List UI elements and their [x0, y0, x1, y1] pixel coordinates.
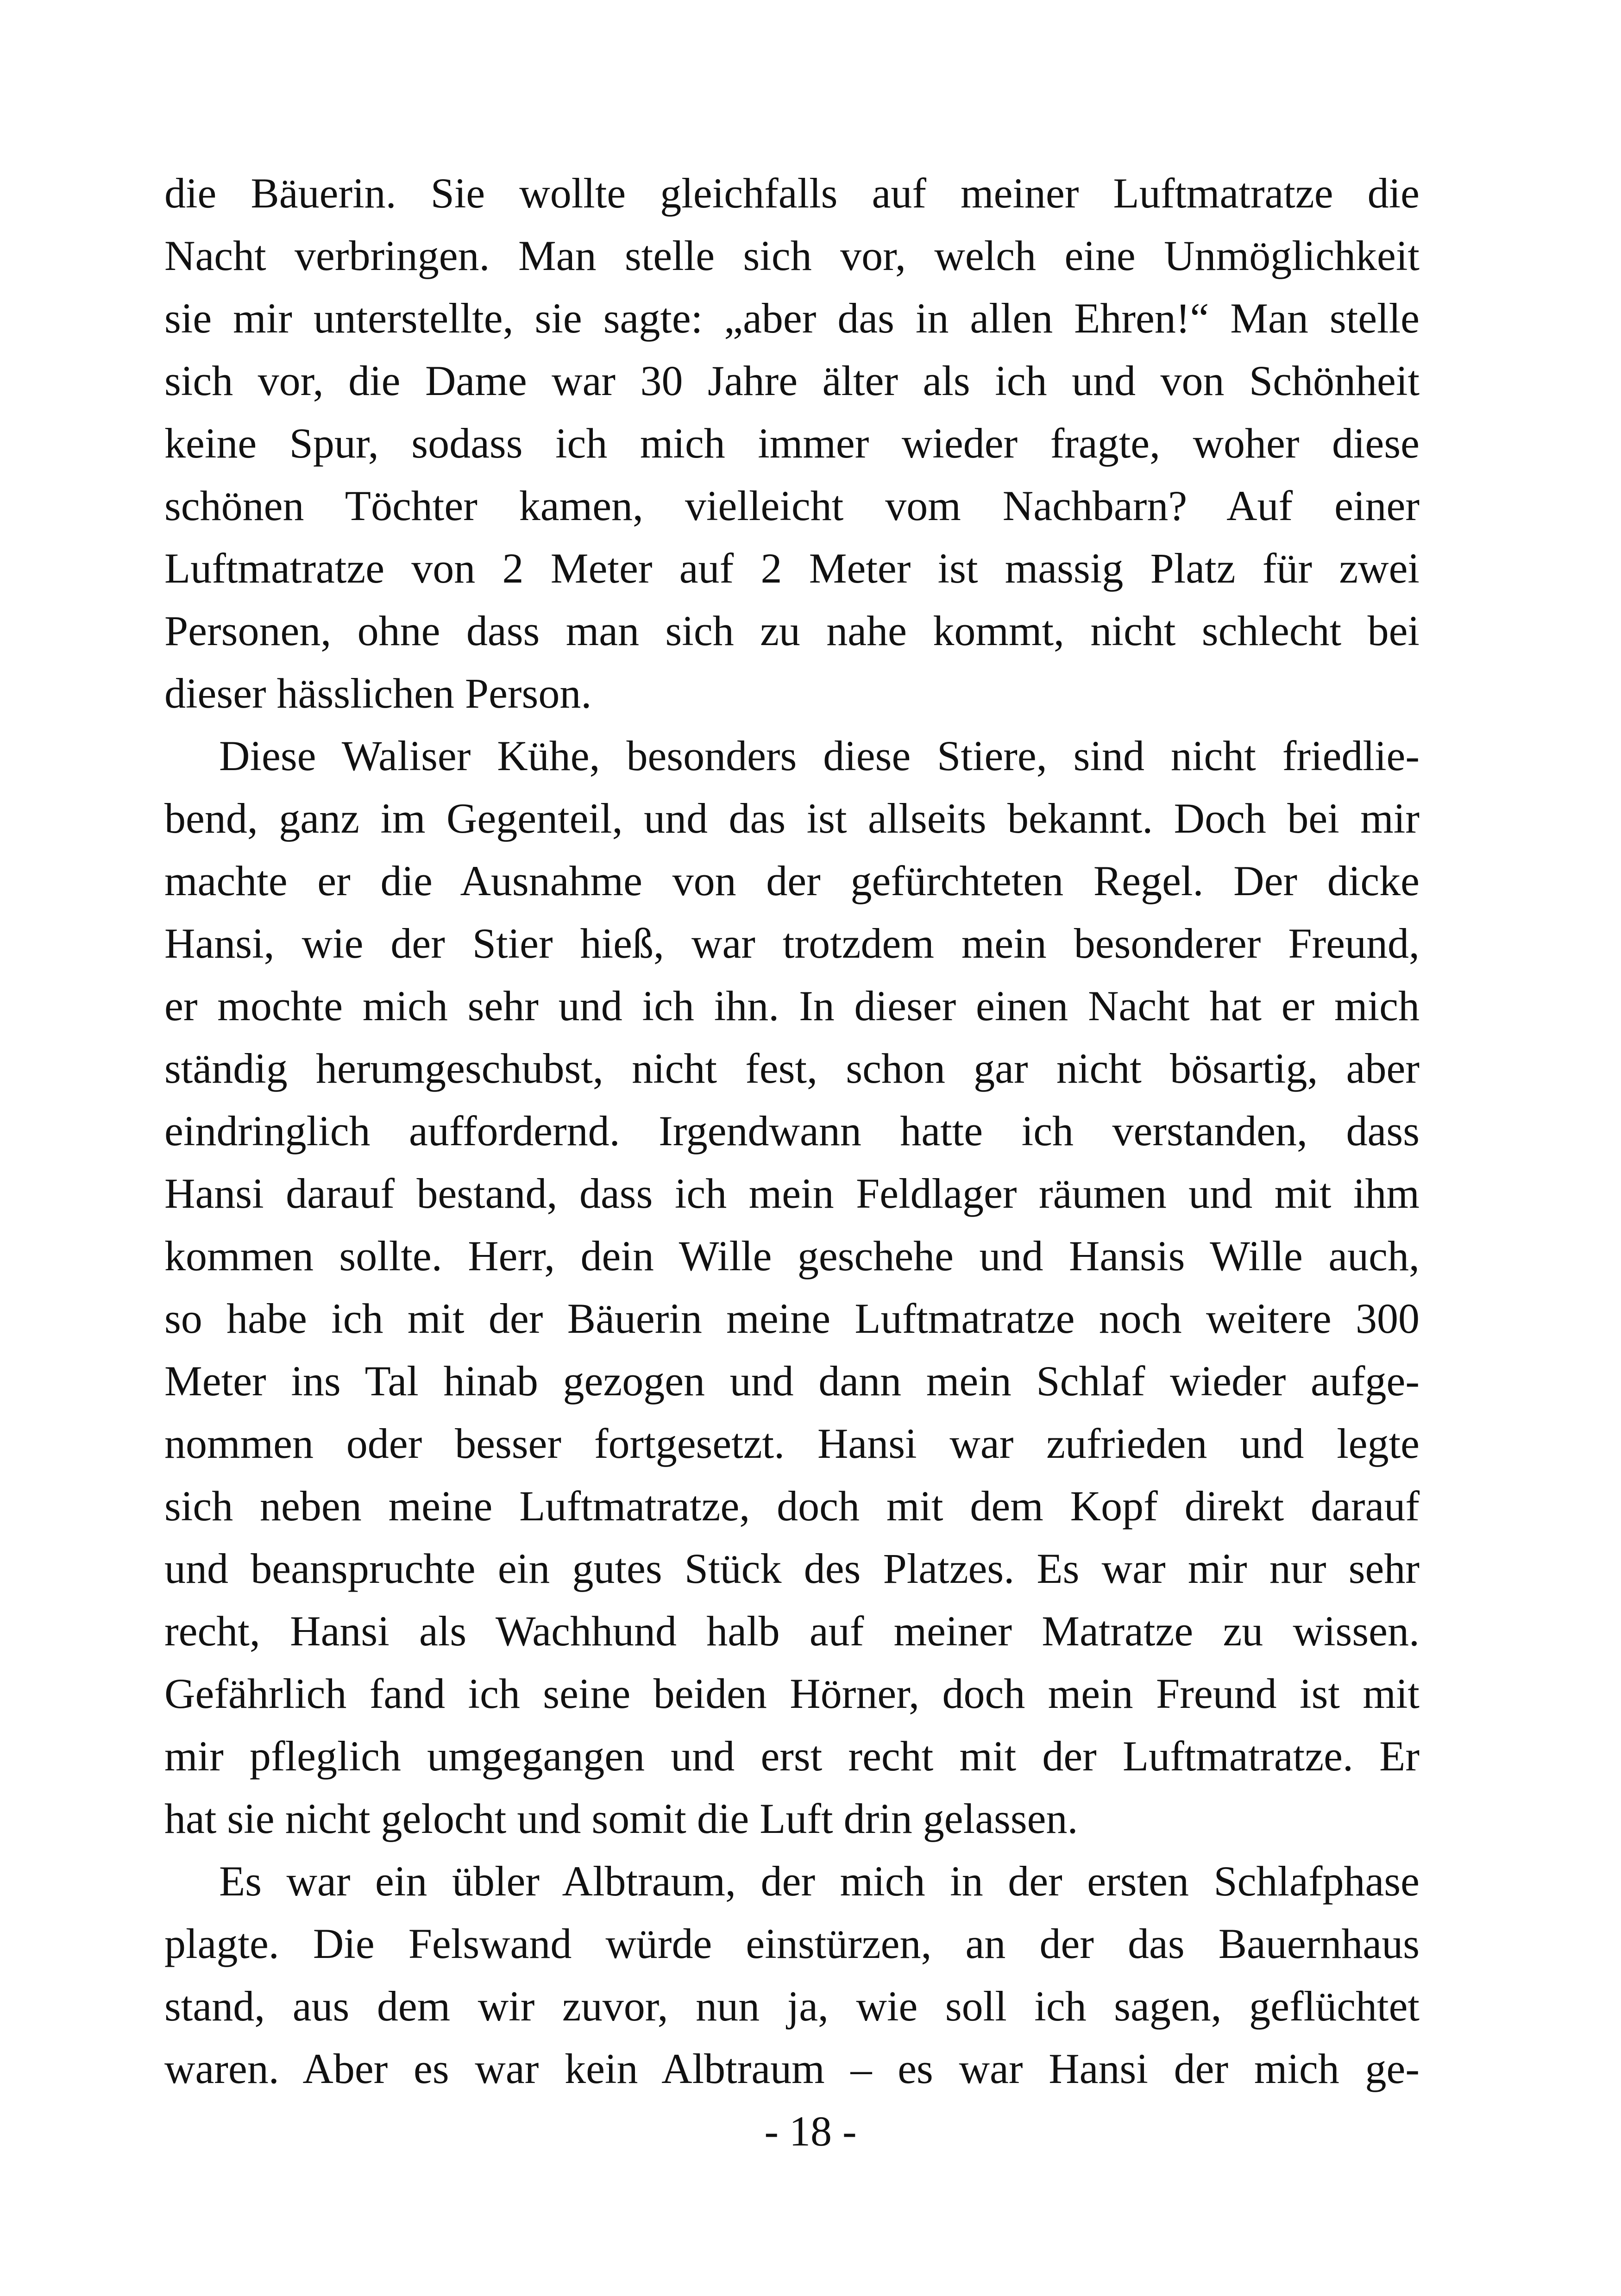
text-line: Personen, ohne dass man sich zu nahe kommt, nicht schlecht bei [164, 607, 1420, 654]
text-line: sich vor, die Dame war 30 Jahre älter als ich und von Schönheit [164, 357, 1420, 404]
page-number: - 18 - [764, 2108, 857, 2155]
text-line: keine Spur, sodass ich mich immer wieder fragte, woher diese [164, 420, 1420, 467]
text-line: die Bäuerin. Sie wollte gleichfalls auf meiner Luftmatratze die [164, 169, 1420, 217]
text-line: hat sie nicht gelocht und somit die Luft drin gelassen. [164, 1795, 1078, 1842]
text-line: ständig herumgeschubst, nicht fest, schon gar nicht bösartig, aber [164, 1045, 1420, 1092]
text-line: so habe ich mit der Bäuerin meine Luftmatratze noch weitere 300 [164, 1295, 1420, 1342]
text-line: Nacht verbringen. Man stelle sich vor, welch eine Unmöglichkeit [164, 232, 1420, 279]
text-line: und beanspruchte ein gutes Stück des Platzes. Es war mir nur sehr [164, 1545, 1420, 1592]
text-line: mir pfleglich umgegangen und erst recht mit der Luftmatratze. Er [164, 1732, 1420, 1780]
text-line: machte er die Ausnahme von der gefürchteten Regel. Der dicke [164, 857, 1420, 904]
text-line: Meter ins Tal hinab gezogen und dann mein Schlaf wieder aufge- [164, 1357, 1420, 1405]
text-line: plagte. Die Felswand würde einstürzen, an der das Bauernhaus [164, 1920, 1420, 1967]
text-line: Diese Waliser Kühe, besonders diese Stiere, sind nicht friedlie- [219, 732, 1420, 779]
paragraph-1 [164, 162, 1420, 725]
text-line: stand, aus dem wir zuvor, nun ja, wie soll ich sagen, geflüchtet [164, 1982, 1420, 2030]
text-line: Hansi, wie der Stier hieß, war trotzdem mein besonderer Freund, [164, 920, 1420, 967]
text-line: dieser hässlichen Person. [164, 670, 592, 717]
text-line: nommen oder besser fortgesetzt. Hansi war zufrieden und legte [164, 1420, 1420, 1467]
text-line: Hansi darauf bestand, dass ich mein Feldlager räumen und mit ihm [164, 1170, 1420, 1217]
paragraph-3 [164, 1850, 1420, 2100]
text-line: kommen sollte. Herr, dein Wille geschehe und Hansis Wille auch, [164, 1232, 1420, 1280]
body-text [164, 162, 1420, 2100]
text-line: Gefährlich fand ich seine beiden Hörner, doch mein Freund ist mit [164, 1670, 1420, 1717]
text-line: waren. Aber es war kein Albtraum – es war Hansi der mich ge- [164, 2045, 1420, 2092]
text-line: recht, Hansi als Wachhund halb auf meiner Matratze zu wissen. [164, 1607, 1420, 1655]
text-line: sie mir unterstellte, sie sagte: „aber das in allen Ehren!“ Man stelle [164, 295, 1420, 342]
paragraph-2 [164, 725, 1420, 1850]
text-line: schönen Töchter kamen, vielleicht vom Nachbarn? Auf einer [164, 482, 1420, 529]
text-line: bend, ganz im Gegenteil, und das ist allseits bekannt. Doch bei mir [164, 795, 1420, 842]
text-line: Es war ein übler Albtraum, der mich in der ersten Schlafphase [219, 1857, 1420, 1905]
text-line: Luftmatratze von 2 Meter auf 2 Meter ist massig Platz für zwei [164, 545, 1420, 592]
text-line: sich neben meine Luftmatratze, doch mit dem Kopf direkt darauf [164, 1482, 1420, 1530]
text-line: eindringlich auffordernd. Irgendwann hatte ich verstanden, dass [164, 1107, 1420, 1154]
text-line: er mochte mich sehr und ich ihn. In dieser einen Nacht hat er mich [164, 982, 1420, 1029]
